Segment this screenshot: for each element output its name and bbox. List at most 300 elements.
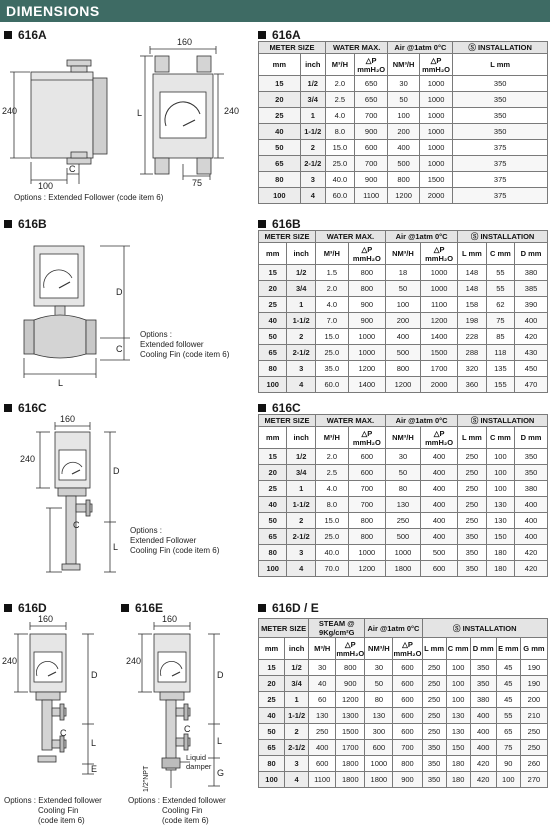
table-cell: 800 (385, 361, 420, 377)
table-cell: 80 (259, 545, 287, 561)
table-cell: 60 (309, 692, 336, 708)
table-cell: 380 (470, 692, 496, 708)
table-616c-label: 616C (258, 401, 301, 415)
table-cell: 20 (259, 281, 287, 297)
table-cell: 100 (385, 297, 420, 313)
table-cell: 700 (354, 108, 388, 124)
table-cell: 260 (520, 756, 547, 772)
table-cell: 500 (385, 529, 420, 545)
table-cell: 200 (520, 692, 547, 708)
table-cell: 800 (348, 281, 385, 297)
table-cell: 15.0 (325, 140, 354, 156)
table-cell: 130 (385, 497, 420, 513)
table-cell: 3 (287, 361, 315, 377)
table-cell: 2 (285, 724, 309, 740)
table-cell: 380 (515, 265, 548, 281)
options-616a: Options : Extended Follower (code item 6) (14, 193, 164, 202)
dimensions-header (0, 0, 550, 22)
table-cell: 400 (420, 497, 457, 513)
table-cell: 1000 (385, 545, 420, 561)
table-cell: 600 (393, 660, 422, 676)
table-cell: 70.0 (315, 561, 348, 577)
table-cell: 600 (420, 561, 457, 577)
table-cell: 1000 (348, 329, 385, 345)
table-cell: 288 (458, 345, 486, 361)
table-cell: 350 (453, 92, 548, 108)
table-cell: 250 (422, 676, 446, 692)
table-column-header: NM³/H (385, 427, 420, 449)
table-cell: 1100 (420, 297, 457, 313)
table-cell: 80 (365, 692, 393, 708)
table-cell: 40 (309, 676, 336, 692)
table-column-header: △P mmH₂O (354, 54, 388, 76)
table-cell: 400 (420, 449, 457, 465)
table-cell: 155 (486, 377, 514, 393)
table-cell: 250 (458, 449, 486, 465)
table-616de-label: 616D / E (258, 601, 319, 615)
dim-616e-l: L (217, 736, 223, 746)
table-cell: 55 (486, 265, 514, 281)
table-cell: 900 (348, 313, 385, 329)
table-cell: 700 (393, 740, 422, 756)
table-cell: 190 (520, 676, 547, 692)
table-cell: 130 (309, 708, 336, 724)
table-cell: 470 (515, 377, 548, 393)
table-row (259, 108, 548, 124)
dim-616a-240-left: 240 (2, 106, 18, 116)
table-cell: 2-1/2 (285, 740, 309, 756)
table-cell: 180 (446, 772, 470, 788)
dim-616c-c: C (73, 520, 80, 530)
dim-616a-160: 160 (177, 37, 193, 47)
table-row (259, 265, 548, 281)
table-row (259, 756, 548, 772)
table-cell: 350 (453, 76, 548, 92)
section-616a-label: 616A (4, 28, 47, 42)
table-cell: 62 (486, 297, 514, 313)
table-cell: 700 (348, 497, 385, 513)
table-cell: 25 (259, 692, 285, 708)
dim-616d-240: 240 (2, 656, 18, 666)
table-cell: 7.0 (315, 313, 348, 329)
table-cell: 50 (259, 513, 287, 529)
table-cell: 1200 (348, 361, 385, 377)
table-column-header: △P mmH₂O (419, 54, 453, 76)
table-row (259, 281, 548, 297)
table-cell: 8.0 (315, 497, 348, 513)
table-row (259, 660, 548, 676)
table-cell: 2-1/2 (300, 156, 325, 172)
table-cell: 3/4 (287, 465, 315, 481)
table-cell: 1-1/2 (287, 497, 315, 513)
table-cell: 65 (259, 345, 287, 361)
table-cell: 180 (446, 756, 470, 772)
table-cell: 430 (515, 345, 548, 361)
table-cell: 158 (458, 297, 486, 313)
table-cell: 800 (388, 172, 419, 188)
table-cell: 60.0 (315, 377, 348, 393)
table-cell: 80 (259, 361, 287, 377)
table-column-header: G mm (520, 638, 547, 660)
section-616e-label: 616E (121, 601, 163, 615)
table-cell: 1 (287, 481, 315, 497)
table-row (259, 740, 548, 756)
table-cell: 250 (422, 660, 446, 676)
table-cell: 2.0 (315, 281, 348, 297)
table-column-header: E mm (496, 638, 520, 660)
table-cell: 400 (470, 740, 496, 756)
table-cell: 250 (458, 497, 486, 513)
table-cell: 130 (446, 708, 470, 724)
table-cell: 600 (365, 740, 393, 756)
table-cell: 100 (259, 561, 287, 577)
dim-616e-damper-2: damper (186, 762, 212, 771)
table-cell: 4 (287, 561, 315, 577)
dim-616e-npt: 1/2"NPT (143, 765, 150, 792)
table-cell: 200 (385, 313, 420, 329)
table-cell: 1-1/2 (300, 124, 325, 140)
table-row (259, 124, 548, 140)
table-cell: 1000 (419, 108, 453, 124)
table-cell: 1/2 (300, 76, 325, 92)
dim-616a-l: L (137, 108, 143, 118)
diagram-616b (0, 228, 140, 390)
table-cell: 18 (385, 265, 420, 281)
table-cell: 400 (470, 708, 496, 724)
table-cell: 600 (393, 676, 422, 692)
table-cell: 1700 (336, 740, 365, 756)
table-cell: 1000 (419, 156, 453, 172)
table-cell: 100 (446, 676, 470, 692)
table-cell: 100 (486, 465, 514, 481)
table-band-header: Air @1atm 0°C (385, 415, 457, 427)
table-cell: 320 (458, 361, 486, 377)
table-column-header: mm (259, 243, 287, 265)
table-cell: 2000 (419, 188, 453, 204)
table-cell: 4.0 (315, 481, 348, 497)
table-cell: 1200 (385, 377, 420, 393)
table-column-header: inch (287, 243, 315, 265)
table-cell: 3/4 (300, 92, 325, 108)
dim-616e-160: 160 (162, 614, 178, 624)
table-cell: 30 (385, 449, 420, 465)
table-row (259, 497, 548, 513)
table-column-header: L mm (458, 243, 486, 265)
table-cell: 15 (259, 76, 301, 92)
table-cell: 65 (259, 529, 287, 545)
table-row (259, 76, 548, 92)
table-cell: 350 (458, 545, 486, 561)
table-cell: 400 (515, 497, 548, 513)
table-column-header: △P mmH₂O (420, 243, 457, 265)
table-cell: 1000 (419, 92, 453, 108)
diagram-616a (0, 34, 250, 202)
table-cell: 1000 (348, 545, 385, 561)
table-cell: 600 (393, 692, 422, 708)
table-cell: 2.0 (315, 449, 348, 465)
table-cell: 1000 (348, 345, 385, 361)
table-band-header: METER SIZE (259, 415, 316, 427)
table-row (259, 361, 548, 377)
table-cell: 2-1/2 (287, 345, 315, 361)
table-cell: 4.0 (325, 108, 354, 124)
table-column-header: M³/H (325, 54, 354, 76)
table-cell: 130 (365, 708, 393, 724)
table-cell: 65 (259, 156, 301, 172)
table-row (259, 172, 548, 188)
table-616b-label: 616B (258, 217, 301, 231)
table-row (259, 772, 548, 788)
table-616a-label: 616A (258, 28, 301, 42)
table-cell: 420 (515, 561, 548, 577)
section-616d-label: 616D (4, 601, 47, 615)
table-cell: 100 (496, 772, 520, 788)
table-cell: 600 (348, 449, 385, 465)
table-cell: 75 (496, 740, 520, 756)
table-row (259, 377, 548, 393)
table-column-header: C mm (486, 427, 514, 449)
table-cell: 2 (287, 513, 315, 529)
table-cell: 1200 (336, 692, 365, 708)
table-cell: 135 (486, 361, 514, 377)
table-cell: 210 (520, 708, 547, 724)
table-cell: 148 (458, 281, 486, 297)
table-cell: 130 (486, 513, 514, 529)
dim-616a-240-right: 240 (224, 106, 240, 116)
table-column-header: mm (259, 427, 287, 449)
table-cell: 190 (520, 660, 547, 676)
table-cell: 1-1/2 (285, 708, 309, 724)
table-cell: 1200 (348, 561, 385, 577)
table-cell: 100 (486, 449, 514, 465)
table-cell: 40.0 (325, 172, 354, 188)
dim-616b-d: D (116, 287, 123, 297)
table-cell: 2 (287, 329, 315, 345)
table-row (259, 297, 548, 313)
table-column-header: △P mmH₂O (348, 243, 385, 265)
dim-616c-240: 240 (20, 454, 36, 464)
table-cell: 350 (422, 740, 446, 756)
table-cell: 50 (259, 329, 287, 345)
table-cell: 250 (458, 481, 486, 497)
table-cell: 8.0 (325, 124, 354, 140)
table-column-header: inch (287, 427, 315, 449)
table-column-header: NM³/H (385, 243, 420, 265)
table-cell: 900 (354, 172, 388, 188)
table-row (259, 313, 548, 329)
dim-616e-damper-1: Liquid (186, 753, 207, 762)
table-cell: 100 (388, 108, 419, 124)
table-cell: 30 (388, 76, 419, 92)
dim-616d-e: E (91, 764, 98, 774)
table-cell: 390 (515, 297, 548, 313)
table-cell: 360 (458, 377, 486, 393)
table-cell: 15 (259, 265, 287, 281)
table-cell: 4 (285, 772, 309, 788)
table-column-header: △P mmH₂O (420, 427, 457, 449)
table-cell: 80 (385, 481, 420, 497)
table-band-header: WATER MAX. (315, 415, 385, 427)
table-cell: 800 (336, 660, 365, 676)
table-cell: 270 (520, 772, 547, 788)
table-cell: 50 (259, 724, 285, 740)
table-cell: 400 (420, 481, 457, 497)
table-cell: 420 (515, 329, 548, 345)
table-row (259, 140, 548, 156)
table-cell: 4 (300, 188, 325, 204)
table-cell: 15.0 (315, 329, 348, 345)
table-cell: 800 (348, 265, 385, 281)
table-cell: 600 (393, 708, 422, 724)
dim-616a-75: 75 (192, 178, 203, 188)
table-row (259, 329, 548, 345)
table-cell: 700 (348, 481, 385, 497)
table-cell: 55 (486, 281, 514, 297)
table-cell: 1500 (419, 172, 453, 188)
table-cell: 180 (486, 545, 514, 561)
table-cell: 25 (259, 481, 287, 497)
table-cell: 2.5 (325, 92, 354, 108)
table-cell: 1700 (420, 361, 457, 377)
table-cell: 198 (458, 313, 486, 329)
table-cell: 350 (453, 108, 548, 124)
table-column-header: D mm (470, 638, 496, 660)
table-cell: 1000 (420, 281, 457, 297)
table-cell: 50 (388, 92, 419, 108)
table-cell: 90 (496, 756, 520, 772)
table-cell: 600 (309, 756, 336, 772)
section-616b-label: 616B (4, 217, 47, 231)
dim-616d-d: D (91, 670, 98, 680)
table-cell: 2 (300, 140, 325, 156)
table-cell: 3 (300, 172, 325, 188)
table-column-header: mm (259, 54, 301, 76)
options-616e: Options : Extended follower Cooling Fin (code item 6) (128, 796, 226, 825)
table-cell: 1000 (419, 140, 453, 156)
table-cell: 100 (486, 481, 514, 497)
table-column-header: C mm (446, 638, 470, 660)
table-column-header: C mm (486, 243, 514, 265)
table-row (259, 529, 548, 545)
table-616a (258, 41, 548, 204)
table-cell: 250 (422, 708, 446, 724)
table-cell: 100 (259, 188, 301, 204)
table-cell: 15 (259, 449, 287, 465)
table-cell: 150 (486, 529, 514, 545)
table-cell: 30 (365, 660, 393, 676)
table-row (259, 692, 548, 708)
table-cell: 130 (486, 497, 514, 513)
table-cell: 1000 (419, 76, 453, 92)
table-cell: 400 (515, 529, 548, 545)
table-cell: 400 (420, 465, 457, 481)
table-cell: 25.0 (315, 345, 348, 361)
table-cell: 50 (385, 281, 420, 297)
table-cell: 1400 (348, 377, 385, 393)
table-row (259, 345, 548, 361)
table-cell: 375 (453, 188, 548, 204)
table-cell: 75 (486, 313, 514, 329)
table-cell: 118 (486, 345, 514, 361)
table-cell: 500 (388, 156, 419, 172)
table-column-header: mm (259, 638, 285, 660)
table-cell: 35.0 (315, 361, 348, 377)
table-cell: 600 (354, 140, 388, 156)
table-cell: 1100 (309, 772, 336, 788)
table-cell: 25 (259, 108, 301, 124)
table-cell: 3 (285, 756, 309, 772)
table-cell: 350 (470, 660, 496, 676)
table-cell: 1000 (419, 124, 453, 140)
table-cell: 385 (515, 281, 548, 297)
table-band-header: Ⓢ INSTALLATION (422, 619, 547, 638)
table-row (259, 513, 548, 529)
table-cell: 15 (259, 660, 285, 676)
diagram-616e (118, 612, 248, 794)
table-row (259, 708, 548, 724)
table-cell: 228 (458, 329, 486, 345)
table-cell: 40 (259, 313, 287, 329)
table-cell: 20 (259, 92, 301, 108)
table-cell: 1800 (385, 561, 420, 577)
dim-616d-l: L (91, 738, 97, 748)
table-cell: 25 (259, 297, 287, 313)
table-cell: 400 (388, 140, 419, 156)
table-cell: 100 (446, 692, 470, 708)
table-cell: 300 (365, 724, 393, 740)
table-cell: 1300 (336, 708, 365, 724)
table-cell: 2.0 (325, 76, 354, 92)
table-cell: 375 (453, 140, 548, 156)
table-cell: 1000 (365, 756, 393, 772)
options-616d: Options : Extended follower Cooling Fin (code item 6) (4, 796, 102, 825)
table-cell: 55 (496, 708, 520, 724)
table-cell: 40 (259, 497, 287, 513)
table-cell: 250 (309, 724, 336, 740)
table-cell: 250 (385, 513, 420, 529)
options-616b: Options : Extended follower Cooling Fin (code item 6) (140, 330, 230, 359)
table-cell: 1800 (336, 772, 365, 788)
table-column-header: △P mmH₂O (393, 639, 422, 658)
dim-616c-160: 160 (60, 414, 76, 424)
table-cell: 250 (458, 465, 486, 481)
table-cell: 20 (259, 465, 287, 481)
table-cell: 350 (422, 756, 446, 772)
table-row (259, 92, 548, 108)
table-cell: 400 (515, 313, 548, 329)
diagram-616c (0, 412, 130, 582)
table-row (259, 724, 548, 740)
table-cell: 3/4 (287, 281, 315, 297)
dim-616d-160: 160 (38, 614, 54, 624)
table-cell: 400 (420, 529, 457, 545)
table-band-header: WATER MAX. (315, 231, 385, 243)
table-cell: 3/4 (285, 676, 309, 692)
table-cell: 60.0 (325, 188, 354, 204)
table-cell: 40 (259, 124, 301, 140)
table-cell: 1-1/2 (287, 313, 315, 329)
dim-616a-100: 100 (38, 181, 54, 191)
table-cell: 650 (354, 92, 388, 108)
table-cell: 50 (385, 465, 420, 481)
dim-616d-c: C (60, 728, 67, 738)
table-cell: 45 (496, 660, 520, 676)
dim-616b-l: L (58, 378, 64, 388)
table-column-header: D mm (515, 243, 548, 265)
table-cell: 600 (393, 724, 422, 740)
table-cell: 1 (300, 108, 325, 124)
table-cell: 900 (354, 124, 388, 140)
